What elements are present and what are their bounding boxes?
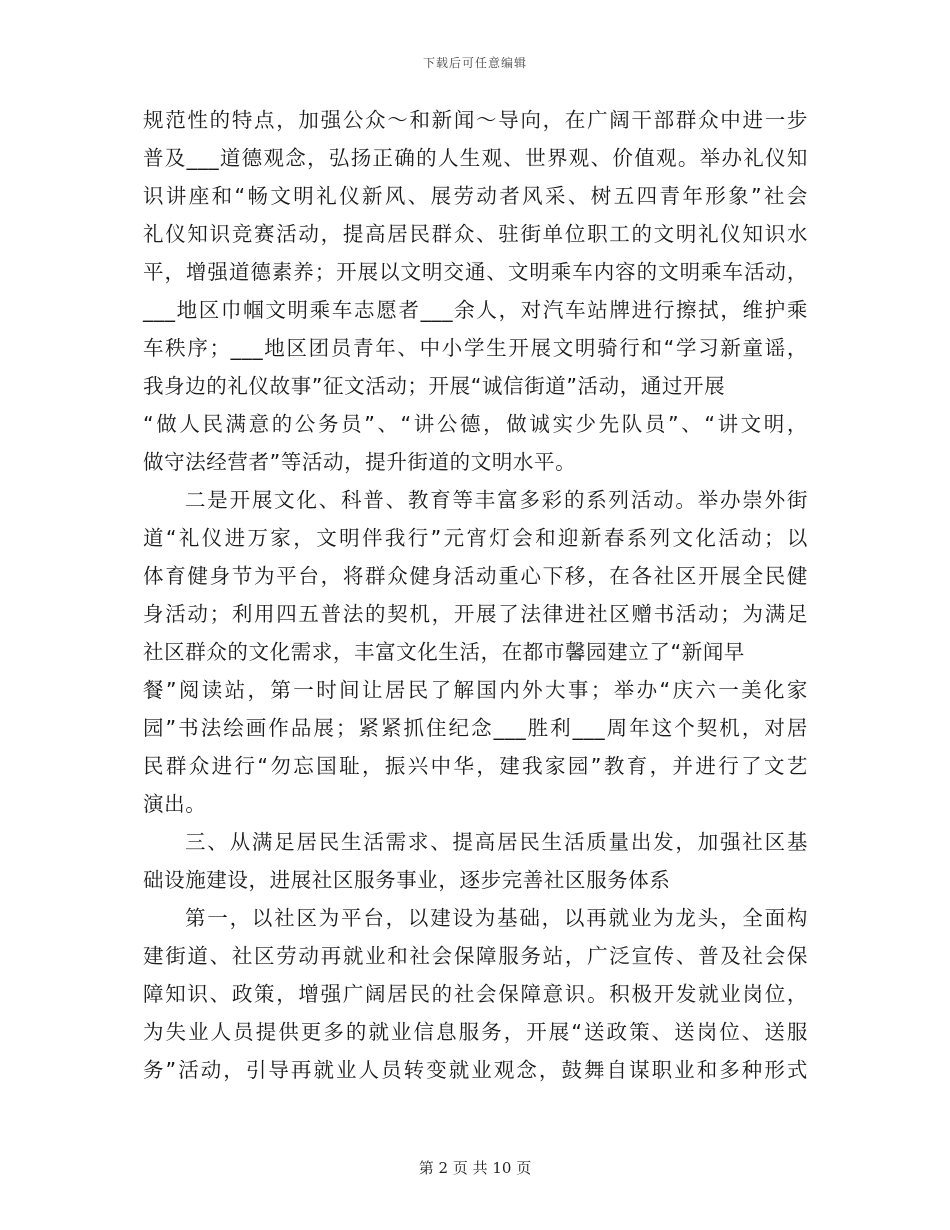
text-line: 道“礼仪进万家，文明伴我行”元宵灯会和迎新春系列文化活动；以: [143, 526, 808, 550]
text-line: 普及___道德观念，弘扬正确的人生观、世界观、价值观。举办礼仪知: [143, 146, 808, 170]
paragraph-first-line: 第一，以社区为平台，以建设为基础，以再就业为龙头，全面构: [185, 906, 808, 930]
document-body: [143, 101, 808, 1089]
text-line: 障知识、政策，增强广阔居民的社会保障意识。积极开发就业岗位，: [143, 982, 808, 1006]
text-line: 餐”阅读站，第一时间让居民了解国内外大事；举办“庆六一美化家: [143, 678, 808, 702]
section-heading: 三、从满足居民生活需求、提高居民生活质量出发，加强社区基: [185, 830, 808, 854]
page-header: 下载后可任意编辑: [422, 56, 527, 70]
page-number: 第 2 页 共 10 页: [418, 1159, 532, 1177]
text-line: 礼仪知识竞赛活动，提高居民群众、驻街单位职工的文明礼仪知识水: [143, 222, 808, 246]
text-line: 建街道、社区劳动再就业和社会保障服务站，广泛宣传、普及社会保: [143, 944, 808, 968]
text-line: 民群众进行“勿忘国耻，振兴中华，建我家园”教育，并进行了文艺: [143, 754, 808, 778]
text-line: 规范性的特点，加强公众～和新闻～导向，在广阔干部群众中进一步: [143, 108, 808, 132]
section-heading: 础设施建设，进展社区服务事业，逐步完善社区服务体系: [143, 868, 671, 892]
text-line: 演出。: [143, 792, 207, 816]
text-line: 体育健身节为平台，将群众健身活动重心下移，在各社区开展全民健: [143, 564, 808, 588]
text-line: 识讲座和“畅文明礼仪新风、展劳动者风采、树五四青年形象”社会: [143, 184, 808, 208]
text-line: ___地区巾帼文明乘车志愿者___余人，对汽车站牌进行擦拭，维护乘: [143, 298, 808, 322]
text-line: 为失业人员提供更多的就业信息服务，开展“送政策、送岗位、送服: [143, 1020, 808, 1044]
paragraph-first-line: 二是开展文化、科普、教育等丰富多彩的系列活动。举办崇外街: [185, 488, 808, 512]
text-line: “做人民满意的公务员”、“讲公德，做诚实少先队员”、“讲文明，: [143, 412, 808, 436]
text-line: 平，增强道德素养；开展以文明交通、文明乘车内容的文明乘车活动，: [143, 260, 808, 284]
text-line: 务”活动，引导再就业人员转变就业观念，鼓舞自谋职业和多种形式: [143, 1058, 808, 1082]
text-line: 园”书法绘画作品展；紧紧抓住纪念___胜利___周年这个契机，对居: [143, 716, 808, 740]
text-line: 车秩序；___地区团员青年、中小学生开展文明骑行和“学习新童谣，: [143, 336, 808, 360]
text-line: 社区群众的文化需求，丰富文化生活，在都市馨园建立了“新闻早: [143, 640, 746, 664]
text-line: 我身边的礼仪故事”征文活动；开展“诚信街道”活动，通过开展: [143, 374, 726, 398]
text-line: 身活动；利用四五普法的契机，开展了法律进社区赠书活动；为满足: [143, 602, 808, 626]
text-line: 做守法经营者”等活动，提升街道的文明水平。: [143, 450, 577, 474]
